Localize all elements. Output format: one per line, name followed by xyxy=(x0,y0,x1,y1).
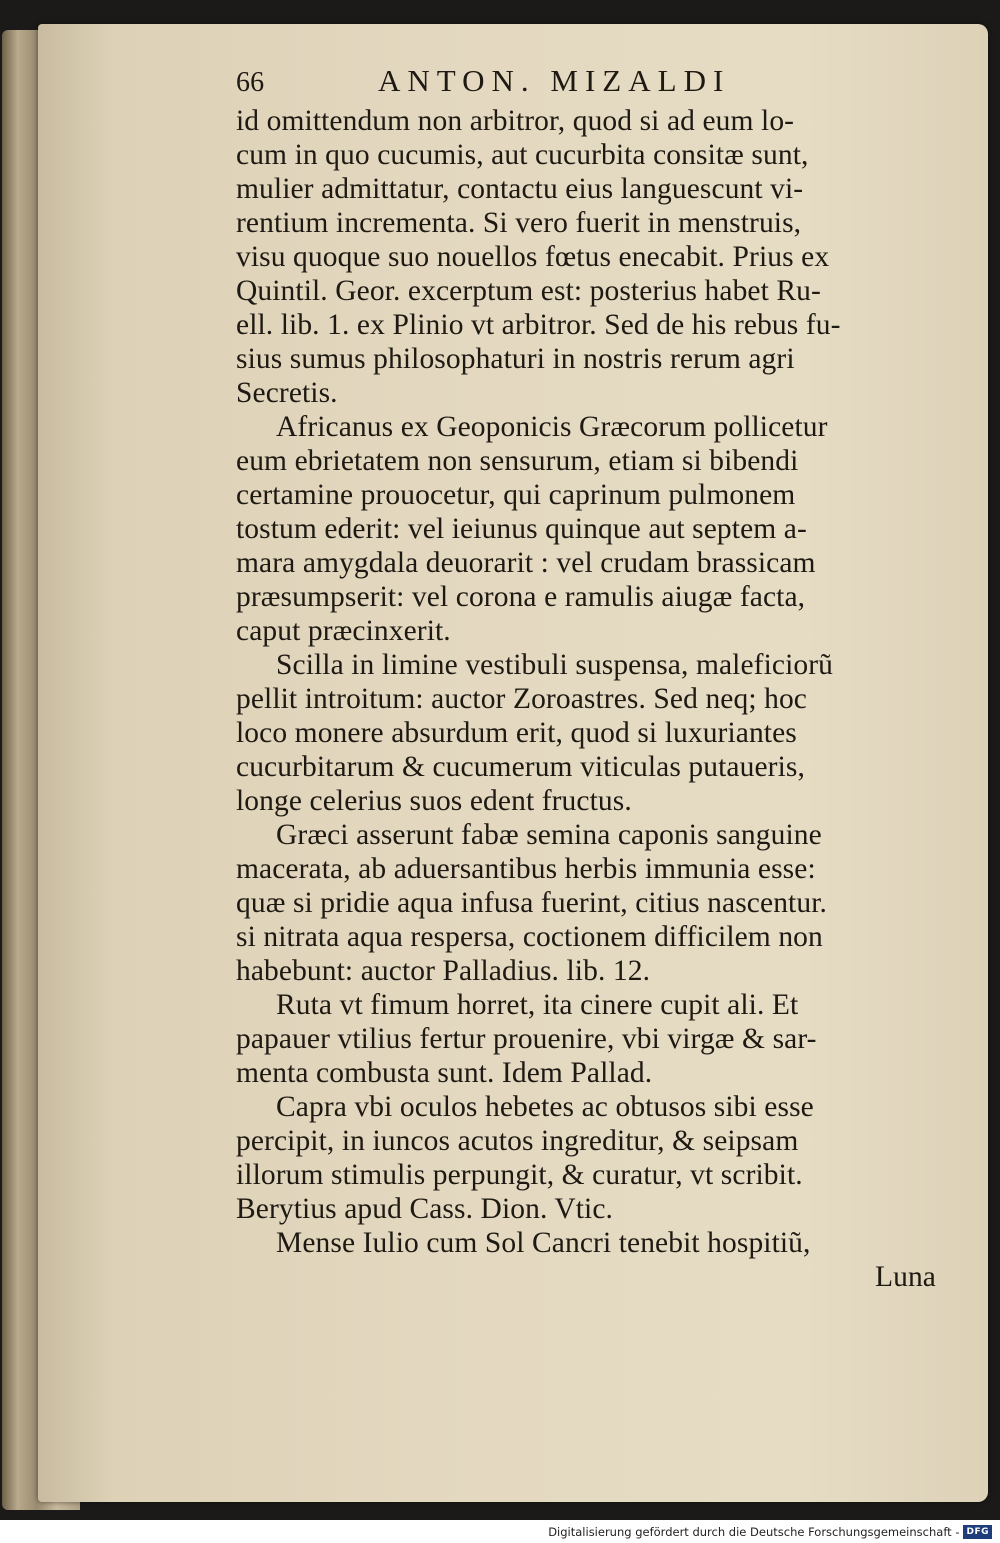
running-head: ANTON. MIZALDI xyxy=(378,63,731,98)
text-line: mulier admittatur, contactu eius languescunt vi- xyxy=(236,173,804,205)
text-line: cucurbitarum & cucumerum viticulas putaueris, xyxy=(236,751,805,783)
page-header xyxy=(236,64,940,104)
paragraph xyxy=(236,1090,940,1226)
text-line: Græci asserunt fabæ semina caponis sanguine xyxy=(276,819,822,851)
text-line: Africanus ex Geoponicis Græcorum pollicetur xyxy=(276,411,828,443)
text-line: pellit introitum: auctor Zoroastres. Sed neq; hoc xyxy=(236,683,808,715)
text-line: si nitrata aqua respersa, coctionem difficilem non xyxy=(236,921,823,953)
digitization-credit-bar xyxy=(0,1520,1000,1543)
text-line: Secretis. xyxy=(236,377,338,409)
text-line: certamine prouocetur, qui caprinum pulmonem xyxy=(236,479,796,511)
text-line: cum in quo cucumis, aut cucurbita consitæ sunt, xyxy=(236,139,809,171)
body-text xyxy=(236,104,940,1260)
text-line: quæ si pridie aqua infusa fuerint, citius nascentur. xyxy=(236,887,827,919)
text-line: sius sumus philosophaturi in nostris rerum agri xyxy=(236,343,795,375)
text-line: præsumpserit: vel corona e ramulis aiugæ facta, xyxy=(236,581,806,613)
text-line: ell. lib. 1. ex Plinio vt arbitror. Sed de his rebus fu- xyxy=(236,309,841,341)
paragraph xyxy=(236,410,940,648)
text-block xyxy=(236,64,940,1294)
text-line: caput præcinxerit. xyxy=(236,615,451,647)
text-line: Berytius apud Cass. Dion. Vtic. xyxy=(236,1193,614,1225)
page-number: 66 xyxy=(236,67,265,98)
text-line: rentium incrementa. Si vero fuerit in menstruis, xyxy=(236,207,802,239)
text-line: percipit, in iuncos acutos ingreditur, & seipsam xyxy=(236,1125,799,1157)
paragraph xyxy=(236,648,940,818)
text-line: Scilla in limine vestibuli suspensa, maleficiorũ xyxy=(276,649,834,681)
text-line: visu quoque suo nouellos fœtus enecabit. Prius ex xyxy=(236,241,830,273)
text-line: Capra vbi oculos hebetes ac obtusos sibi esse xyxy=(276,1091,814,1123)
text-line: habebunt: auctor Palladius. lib. 12. xyxy=(236,955,651,987)
text-line: eum ebrietatem non sensurum, etiam si bibendi xyxy=(236,445,799,477)
dfg-logo-icon: DFG xyxy=(963,1525,992,1539)
text-line: Ruta vt fimum horret, ita cinere cupit ali. Et xyxy=(276,989,799,1021)
paragraph xyxy=(236,818,940,988)
text-line: mara amygdala deuorarit : vel crudam brassicam xyxy=(236,547,816,579)
text-line: Mense Iulio cum Sol Cancri tenebit hospitiũ, xyxy=(276,1227,811,1259)
catchword: Luna xyxy=(874,1261,936,1293)
text-line: id omittendum non arbitror, quod si ad eum lo- xyxy=(236,105,795,137)
text-line: loco monere absurdum erit, quod si luxuriantes xyxy=(236,717,797,749)
paragraph xyxy=(236,988,940,1090)
text-line: menta combusta sunt. Idem Pallad. xyxy=(236,1057,653,1089)
text-line: papauer vtilius fertur prouenire, vbi virgæ & sar- xyxy=(236,1023,817,1055)
text-line: macerata, ab aduersantibus herbis immunia esse: xyxy=(236,853,816,885)
digitization-credit: Digitalisierung gefördert durch die Deutsche Forschungsgemeinschaft - xyxy=(548,1524,960,1539)
text-line: longe celerius suos edent fructus. xyxy=(236,785,632,817)
paragraph xyxy=(236,1226,940,1260)
paragraph xyxy=(236,104,940,410)
text-line: illorum stimulis perpungit, & curatur, vt scribit. xyxy=(236,1159,803,1191)
text-line: Quintil. Geor. excerptum est: posterius habet Ru- xyxy=(236,275,821,307)
text-line: tostum ederit: vel ieiunus quinque aut septem a- xyxy=(236,513,807,545)
